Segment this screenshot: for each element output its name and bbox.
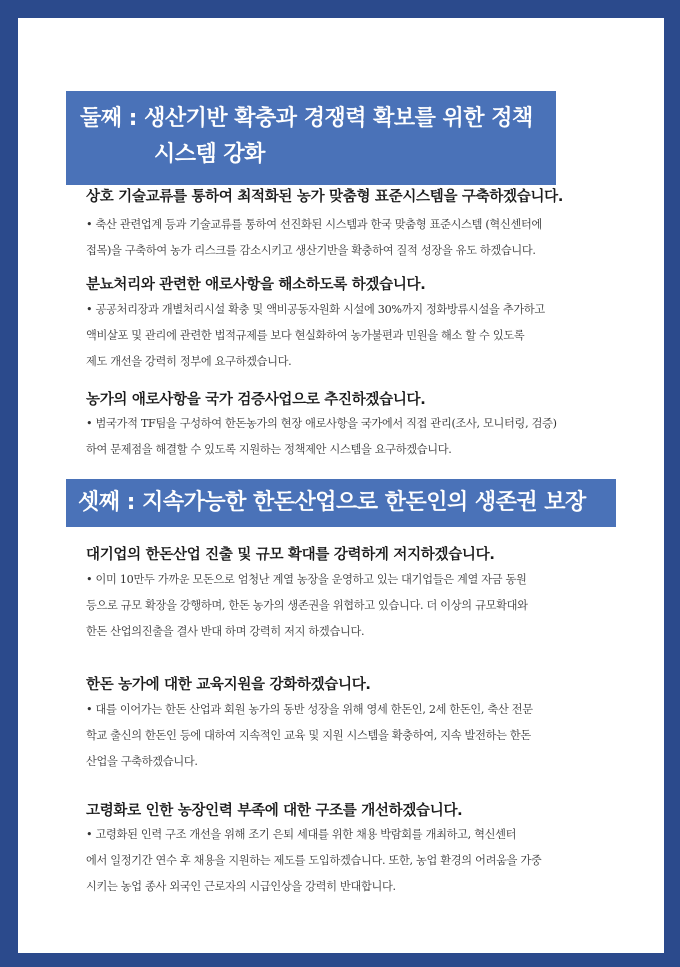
- section2-item2-body: [86, 297, 626, 375]
- section2-item3-body: [86, 411, 626, 463]
- section2-item2-heading: 분뇨처리와 관련한 애로사항을 해소하도록 하겠습니다.: [86, 277, 426, 293]
- body-line: 액비살포 및 관리에 관련한 법적규제를 보다 현실화하여 농가불편과 민원을 해소 할 수 있도록: [86, 329, 525, 342]
- section2-item1-heading: 상호 기술교류를 통하여 최적화된 농가 맞춤형 표준시스템을 구축하겠습니다.: [86, 189, 564, 205]
- section2-title-line1: 둘째 : 생산기반 확충과 경쟁력 확보를 위한 정책: [80, 106, 533, 131]
- section3-item2-heading: 한돈 농가에 대한 교육지원을 강화하겠습니다.: [86, 677, 371, 693]
- body-line: 하여 문제점을 해결할 수 있도록 지원하는 정책제안 시스템을 요구하겠습니다.: [86, 443, 452, 456]
- section2-item3-heading: 농가의 애로사항을 국가 검증사업으로 추진하겠습니다.: [86, 392, 426, 408]
- body-line: • 공공처리장과 개별처리시설 확충 및 액비공동자원화 시설에 30%까지 정화방류시설을 추가하고: [86, 303, 545, 316]
- body-line: • 고령화된 인력 구조 개선을 위해 조기 은퇴 세대를 위한 채용 박람회를 개최하고, 혁신센터: [86, 828, 517, 841]
- body-line: 접목)을 구축하여 농가 리스크를 감소시키고 생산기반을 확충하여 질적 성장을 유도 하겠습니다.: [86, 244, 536, 257]
- section2-title-line2: 시스템 강화: [154, 142, 265, 167]
- section3-item3-heading: 고령화로 인한 농장인력 부족에 대한 구조를 개선하겠습니다.: [86, 803, 463, 819]
- body-line: • 축산 관련업계 등과 기술교류를 통하여 선진화된 시스템과 한국 맞춤형 표준시스템 (혁신센터에: [86, 218, 542, 231]
- document-page: [18, 18, 664, 953]
- body-line: • 대를 이어가는 한돈 산업과 회원 농가의 동반 성장을 위해 영세 한돈인, 2세 한돈인, 축산 전문: [86, 703, 533, 716]
- section3-item3-body: [86, 822, 626, 900]
- section3-item1-heading: 대기업의 한돈산업 진출 및 규모 확대를 강력하게 저지하겠습니다.: [86, 547, 495, 563]
- body-line: 한돈 산업의진출을 결사 반대 하며 강력히 저지 하겠습니다.: [86, 625, 365, 638]
- body-line: 학교 출신의 한돈인 등에 대하여 지속적인 교육 및 지원 시스템을 확충하여, 지속 발전하는 한돈: [86, 729, 531, 742]
- body-line: 등으로 규모 확장을 강행하며, 한돈 농가의 생존권을 위협하고 있습니다. 더 이상의 규모확대와: [86, 599, 528, 612]
- section3-item2-body: [86, 697, 626, 775]
- section3-item1-body: [86, 567, 626, 645]
- section2-item1-body: [86, 212, 626, 264]
- body-line: 시키는 농업 종사 외국인 근로자의 시급인상을 강력히 반대합니다.: [86, 880, 396, 893]
- body-line: • 이미 10만두 가까운 모돈으로 엄청난 계열 농장을 운영하고 있는 대기업들은 계열 자금 동원: [86, 573, 527, 586]
- section3-title-banner: 셋째 : 지속가능한 한돈산업으로 한돈인의 생존권 보장: [66, 479, 616, 527]
- section2-title-banner: [66, 91, 556, 185]
- body-line: • 범국가적 TF팀을 구성하여 한돈농가의 현장 애로사항을 국가에서 직접 관리(조사, 모니터링, 검증): [86, 417, 557, 430]
- body-line: 에서 일정기간 연수 후 채용을 지원하는 제도를 도입하겠습니다. 또한, 농업 환경의 어려움을 가중: [86, 854, 542, 867]
- body-line: 산업을 구축하겠습니다.: [86, 755, 198, 768]
- body-line: 제도 개선을 강력히 정부에 요구하겠습니다.: [86, 355, 292, 368]
